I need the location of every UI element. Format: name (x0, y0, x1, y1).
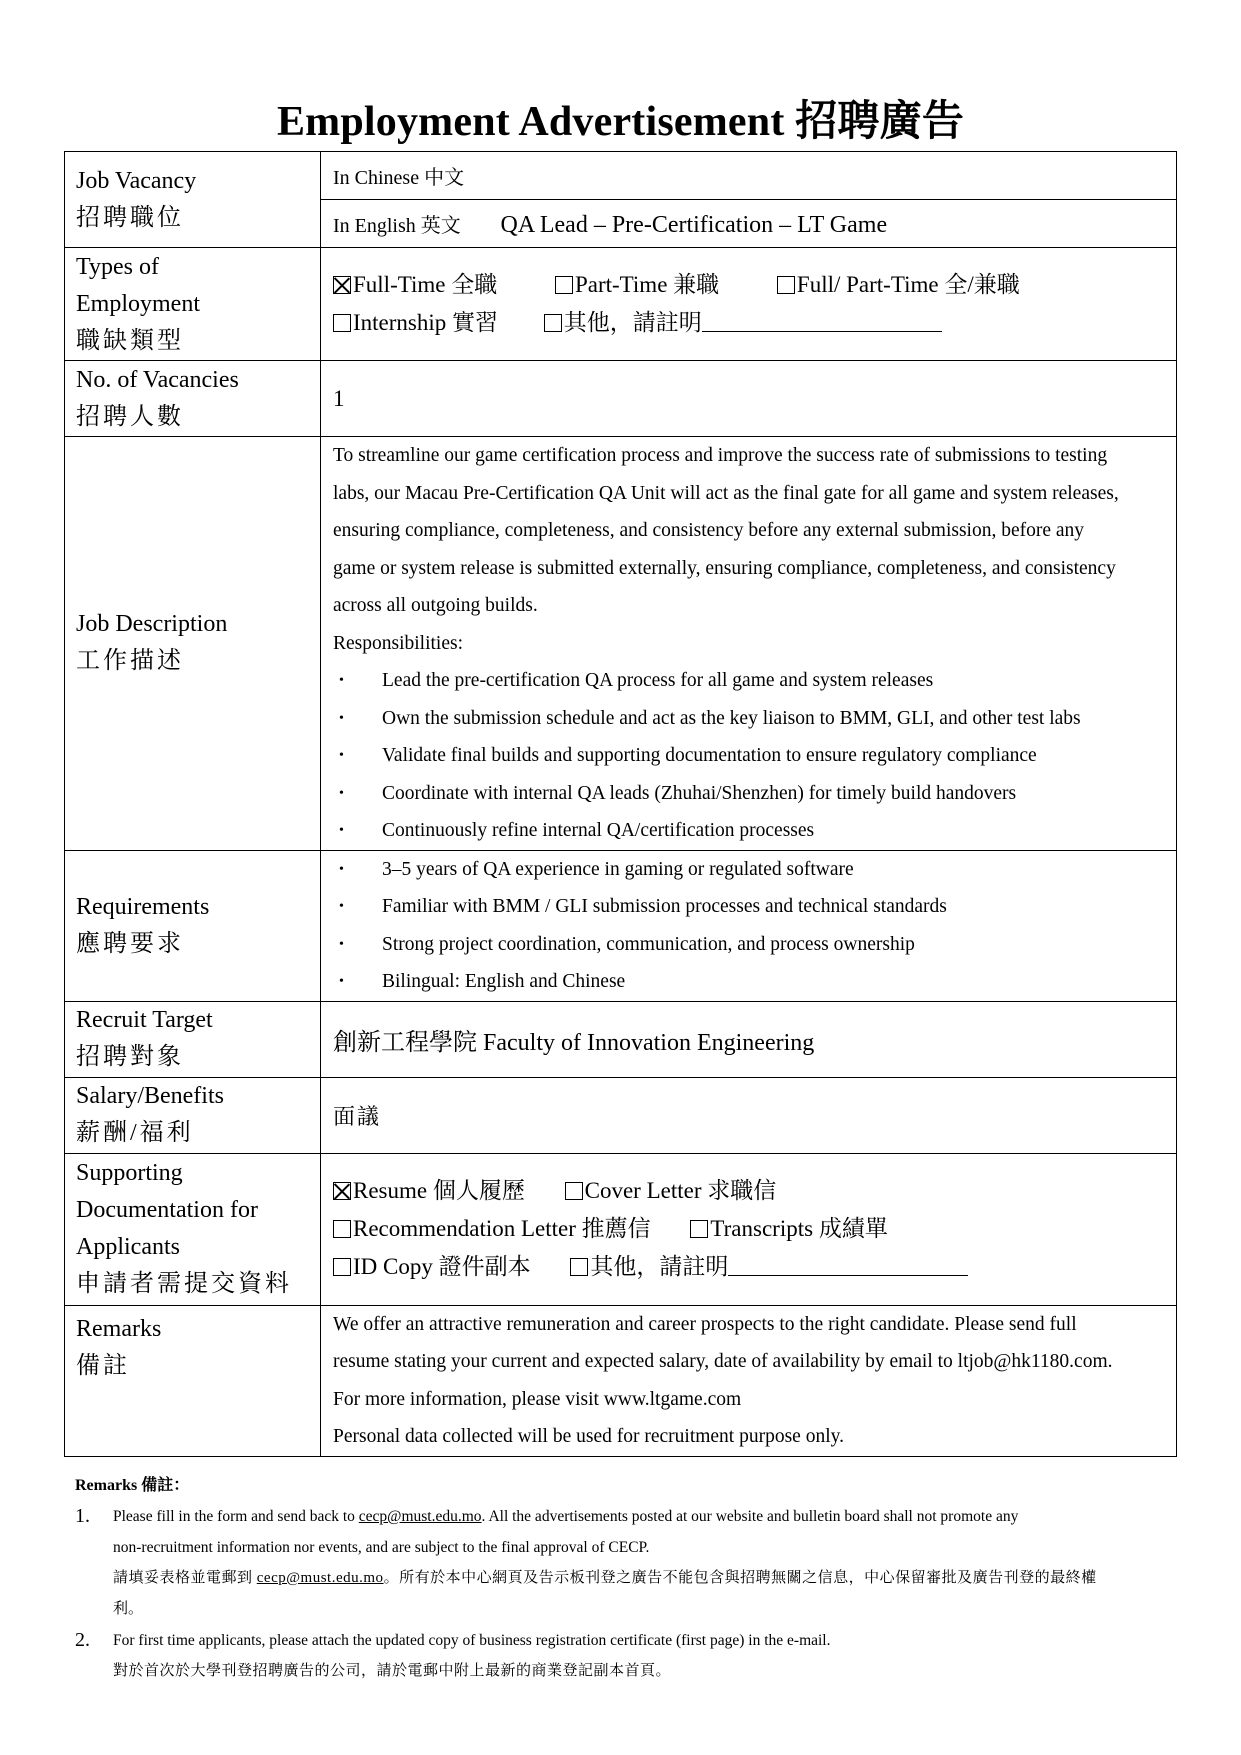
resume-checkbox[interactable]: Resume 個人履歷 (333, 1172, 525, 1210)
vacancies-value[interactable]: 1 (321, 361, 1177, 437)
job-description-label-en: Job Description (76, 611, 228, 638)
footer-notes-heading: Remarks 備註： (75, 1477, 190, 1494)
job-vacancy-chinese-cell (321, 152, 1177, 200)
list-item: • Own the submission schedule and act as the key liaison to BMM, GLI, and other test labs (333, 700, 1164, 738)
requirements-content (321, 850, 1177, 1001)
in-chinese-label: In Chinese 中文 (333, 167, 465, 189)
requirements-label-zh: 應聘要求 (76, 930, 184, 957)
employment-type-options (321, 248, 1177, 361)
email-link[interactable]: cecp@must.edu.mo (358, 1508, 482, 1525)
salary-label (65, 1077, 321, 1153)
footer-note-1: 1. Please fill in the form and send back to cecp@must.edu.mo. All the advertisements posted at our website and bulletin board shall not promote any non-recruitment information nor events, and are subject to the final approval of CECP. 請填妥表格並電郵到 cecp@must.edu.mo。所有於本中心網頁及告示板刊登之廣告不能包含與招聘無關之信息，中心保留審批及廣告刊登的最終權 利。 (75, 1505, 1097, 1617)
vacancies-label-zh: 招聘人數 (76, 403, 184, 430)
checked-box-icon (333, 1182, 351, 1200)
employment-type-row (65, 248, 1177, 361)
part-time-checkbox[interactable]: Part-Time 兼職 (555, 266, 719, 304)
job-title-english-field[interactable]: QA Lead – Pre-Certification – LT Game (500, 211, 888, 238)
id-copy-checkbox[interactable]: ID Copy 證件副本 (333, 1248, 531, 1286)
empty-box-icon (555, 276, 573, 294)
other-employment-checkbox[interactable]: 其他，請註明 (544, 304, 942, 342)
footer-note-2: 2. For first time applicants, please attach the updated copy of business registration certificate (first page) in the e-mail. 對於首次於大學刊登招聘廣告的公司，請於電郵中附上最新的商業登記副本首頁。 (75, 1629, 831, 1679)
salary-value[interactable]: 面議 (321, 1077, 1177, 1153)
remarks-row (65, 1305, 1177, 1456)
full-time-checkbox[interactable]: Full-Time 全職 (333, 266, 497, 304)
empty-box-icon (690, 1220, 708, 1238)
job-vacancy-label-en: Job Vacancy (76, 167, 197, 194)
documentation-row (65, 1153, 1177, 1305)
email-link[interactable]: cecp@must.edu.mo (256, 1570, 384, 1586)
employment-type-label-en-1: Types of (76, 253, 159, 280)
documentation-label-en-1: Supporting (76, 1160, 183, 1186)
vacancies-row (65, 361, 1177, 437)
salary-label-en: Salary/Benefits (76, 1083, 224, 1109)
job-description-row (65, 437, 1177, 851)
empty-box-icon (333, 1220, 351, 1238)
transcripts-checkbox[interactable]: Transcripts 成績單 (690, 1210, 887, 1248)
footer-notes (75, 1470, 1185, 1687)
job-vacancy-english-cell (321, 200, 1177, 248)
list-item: • Validate final builds and supporting documentation to ensure regulatory compliance (333, 737, 1164, 775)
job-description-label (65, 437, 321, 851)
requirements-label (65, 850, 321, 1001)
requirements-label-en: Requirements (76, 893, 210, 920)
empty-box-icon (565, 1182, 583, 1200)
recruit-target-value[interactable]: 創新工程學院 Faculty of Innovation Engineering (321, 1001, 1177, 1077)
remarks-label-zh: 備註 (76, 1352, 130, 1379)
list-item: • Familiar with BMM / GLI submission processes and technical standards (333, 888, 1164, 926)
job-vacancy-label-zh: 招聘職位 (76, 204, 184, 231)
responsibilities-heading: Responsibilities: (333, 632, 464, 654)
recruit-target-label (65, 1001, 321, 1077)
requirements-row (65, 850, 1177, 1001)
other-employment-blank[interactable] (702, 309, 942, 332)
empty-box-icon (570, 1258, 588, 1276)
salary-row (65, 1077, 1177, 1153)
checked-box-icon (333, 276, 351, 294)
documentation-label-zh: 申請者需提交資料 (76, 1271, 292, 1297)
empty-box-icon (333, 1258, 351, 1276)
employment-type-label (65, 248, 321, 361)
documentation-label-en-3: Applicants (76, 1234, 180, 1260)
job-vacancy-label (65, 152, 321, 248)
empty-box-icon (333, 314, 351, 332)
other-document-blank[interactable] (728, 1253, 968, 1276)
employment-type-label-zh: 職缺類型 (76, 327, 184, 354)
salary-label-zh: 薪酬/福利 (76, 1120, 194, 1146)
documentation-options (321, 1153, 1177, 1305)
advertisement-form (64, 151, 1177, 1457)
list-item: • Coordinate with internal QA leads (Zhuhai/Shenzhen) for timely build handovers (333, 775, 1164, 813)
list-item: • Bilingual: English and Chinese (333, 963, 1164, 1001)
job-description-content (321, 437, 1177, 851)
documentation-label-en-2: Documentation for (76, 1197, 258, 1223)
list-item: • Lead the pre-certification QA process for all game and system releases (333, 662, 1164, 700)
page-title: Employment Advertisement 招聘廣告 (276, 99, 965, 145)
list-item: • Continuously refine internal QA/certification processes (333, 812, 1164, 850)
recruit-target-label-zh: 招聘對象 (76, 1044, 184, 1070)
cover-letter-checkbox[interactable]: Cover Letter 求職信 (565, 1172, 777, 1210)
job-vacancy-row-chinese (65, 152, 1177, 200)
job-description-intro: To streamline our game certification process and improve the success rate of submissions to testing labs, our Macau Pre-Certification QA Unit will act as the final gate for all game and system releases, ensuring compliance, completeness, and consistency before any external submission, before any game or system release is submitted externally, ensuring compliance, completeness, and consistency across all outgoing builds. Responsibilities: (333, 437, 1164, 662)
recruit-target-label-en: Recruit Target (76, 1007, 213, 1033)
other-document-checkbox[interactable]: 其他，請註明 (570, 1248, 968, 1286)
vacancies-label-en: No. of Vacancies (76, 366, 239, 393)
recruit-target-row (65, 1001, 1177, 1077)
documentation-label (65, 1153, 321, 1305)
job-description-label-zh: 工作描述 (76, 648, 184, 675)
remarks-label (65, 1305, 321, 1456)
remarks-content: We offer an attractive remuneration and career prospects to the right candidate. Please send full resume stating your current and expected salary, date of availability by email to ltjob@hk1180.com. For more information, please visit www.ltgame.com Personal data collected will be used for recruitment purpose only. (321, 1305, 1177, 1456)
employment-type-label-en-2: Employment (76, 290, 200, 317)
empty-box-icon (777, 276, 795, 294)
in-english-label: In English 英文 (333, 214, 461, 237)
list-item: • 3–5 years of QA experience in gaming or regulated software (333, 851, 1164, 889)
remarks-label-en: Remarks (76, 1315, 162, 1342)
internship-checkbox[interactable]: Internship 實習 (333, 304, 498, 342)
empty-box-icon (544, 314, 562, 332)
full-part-time-checkbox[interactable]: Full/ Part-Time 全/兼職 (777, 266, 1020, 304)
list-item: • Strong project coordination, communication, and process ownership (333, 926, 1164, 964)
recommendation-letter-checkbox[interactable]: Recommendation Letter 推薦信 (333, 1210, 651, 1248)
vacancies-label (65, 361, 321, 437)
